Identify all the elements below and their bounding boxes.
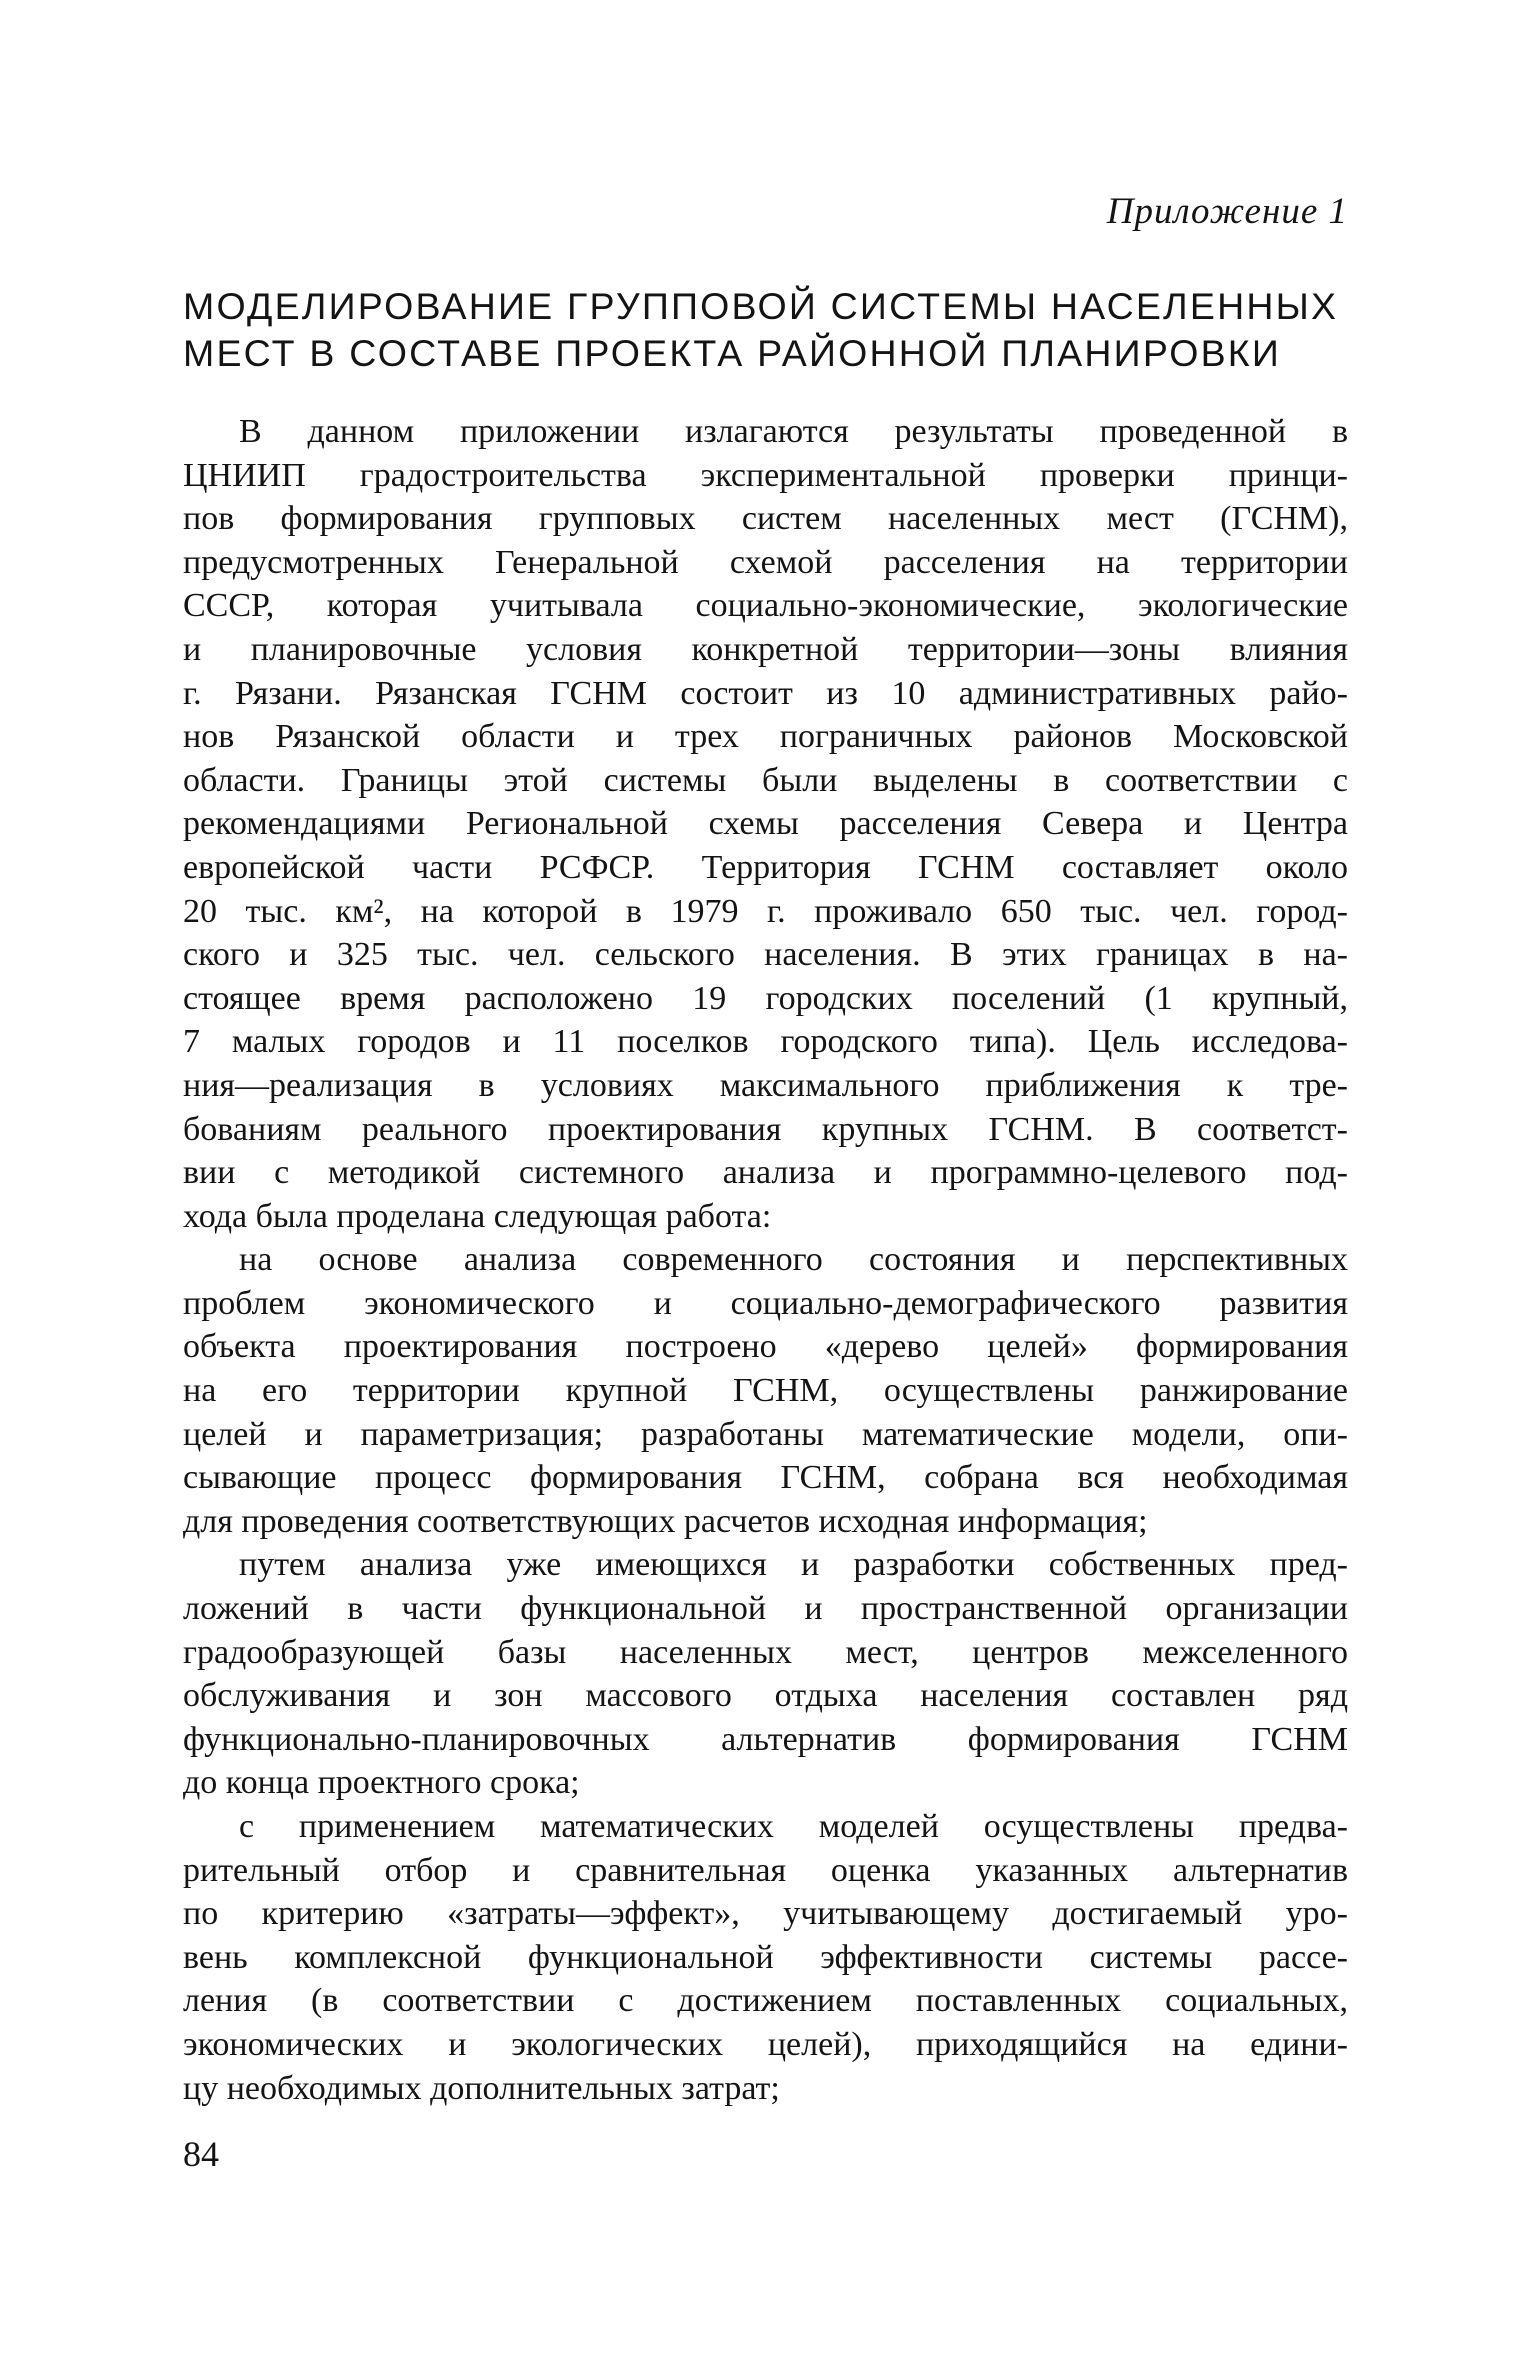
text-line: на основе анализа современного состояния и перспективных — [239, 1241, 1348, 1279]
text-line: до конца проектного срока; — [183, 1764, 580, 1802]
text-line: с применением математических моделей осуществлены предва- — [239, 1808, 1348, 1845]
paragraph — [183, 1805, 1348, 2110]
text-line: проблем экономического и социально-демографического развития — [183, 1284, 1348, 1322]
text-line: г. Рязани. Рязанская ГСНМ состоит из 10 административных райо- — [183, 674, 1348, 712]
text-line: целей и параметризация; разработаны математические модели, опи- — [183, 1415, 1348, 1453]
paragraph — [183, 1543, 1348, 1805]
text-line: экономических и экологических целей), приходящийся на едини- — [183, 2025, 1348, 2063]
text-line: хода была проделана следующая работа: — [183, 1197, 772, 1235]
text-line: и планировочные условия конкретной территории—зоны влияния — [183, 630, 1348, 668]
text-line: европейской части РСФСР. Территория ГСНМ составляет около — [183, 848, 1348, 886]
title-line: МОДЕЛИРОВАНИЕ ГРУППОВОЙ СИСТЕМЫ НАСЕЛЕННЫХ — [183, 285, 1339, 327]
text-line: пов формирования групповых систем населенных мест (ГСНМ), — [183, 500, 1348, 538]
text-line: по критерию «затраты—эффект», учитывающему достигаемый уро- — [183, 1895, 1348, 1933]
paragraph — [183, 410, 1348, 1238]
text-line: путем анализа уже имеющихся и разработки собственных пред- — [239, 1546, 1348, 1584]
text-line: функционально-планировочных альтернатив формирования ГСНМ — [183, 1720, 1348, 1758]
title-line: МЕСТ В СОСТАВЕ ПРОЕКТА РАЙОННОЙ ПЛАНИРОВКИ — [183, 332, 1281, 374]
appendix-label: Приложение 1 — [1106, 191, 1348, 232]
text-line: 20 тыс. км², на которой в 1979 г. проживало 650 тыс. чел. город- — [183, 892, 1348, 930]
text-line: стоящее время расположено 19 городских поселений (1 крупный, — [183, 979, 1348, 1017]
document-page — [183, 0, 1348, 2361]
text-line: обслуживания и зон массового отдыха населения составлен ряд — [183, 1677, 1348, 1715]
text-line: нов Рязанской области и трех пограничных районов Московской — [183, 718, 1348, 756]
page-title — [183, 283, 1348, 377]
text-line: объекта проектирования построено «дерево целей» формирования — [183, 1328, 1348, 1366]
text-line: вень комплексной функциональной эффективности системы рассе- — [183, 1938, 1348, 1976]
text-line: предусмотренных Генеральной схемой расселения на территории — [183, 543, 1348, 581]
paragraph — [183, 1238, 1348, 1543]
text-line: на его территории крупной ГСНМ, осуществлены ранжирование — [183, 1372, 1348, 1410]
text-line: ского и 325 тыс. чел. сельского населения. В этих границах в на- — [183, 936, 1348, 974]
body-text — [183, 410, 1348, 2110]
page-number: 84 — [183, 2134, 219, 2174]
text-line: В данном приложении излагаются результаты проведенной в — [239, 413, 1348, 450]
text-line: бованиям реального проектирования крупных ГСНМ. В соответст- — [183, 1110, 1348, 1148]
text-line: рительный отбор и сравнительная оценка указанных альтернатив — [183, 1851, 1348, 1889]
text-line: СССР, которая учитывала социально-экономические, экологические — [183, 587, 1348, 625]
text-line: 7 малых городов и 11 поселков городского типа). Цель исследова- — [183, 1023, 1348, 1061]
text-line: вии с методикой системного анализа и программно-целевого под- — [183, 1154, 1348, 1192]
text-line: ложений в части функциональной и пространственной организации — [183, 1590, 1348, 1628]
text-line: ления (в соответствии с достижением поставленных социальных, — [183, 1982, 1348, 2020]
text-line: для проведения соответствующих расчетов исходная информация; — [183, 1502, 1148, 1540]
text-line: сывающие процесс формирования ГСНМ, собрана вся необходимая — [183, 1459, 1348, 1497]
text-line: ЦНИИП градостроительства экспериментальной проверки принци- — [183, 456, 1348, 494]
text-line: рекомендациями Региональной схемы расселения Севера и Центра — [183, 805, 1348, 843]
text-line: ния—реализация в условиях максимального приближения к тре- — [183, 1066, 1348, 1104]
text-line: цу необходимых дополнительных затрат; — [183, 2069, 780, 2107]
text-line: области. Границы этой системы были выделены в соответствии с — [183, 761, 1348, 799]
text-line: градообразующей базы населенных мест, центров межселенного — [183, 1633, 1348, 1671]
